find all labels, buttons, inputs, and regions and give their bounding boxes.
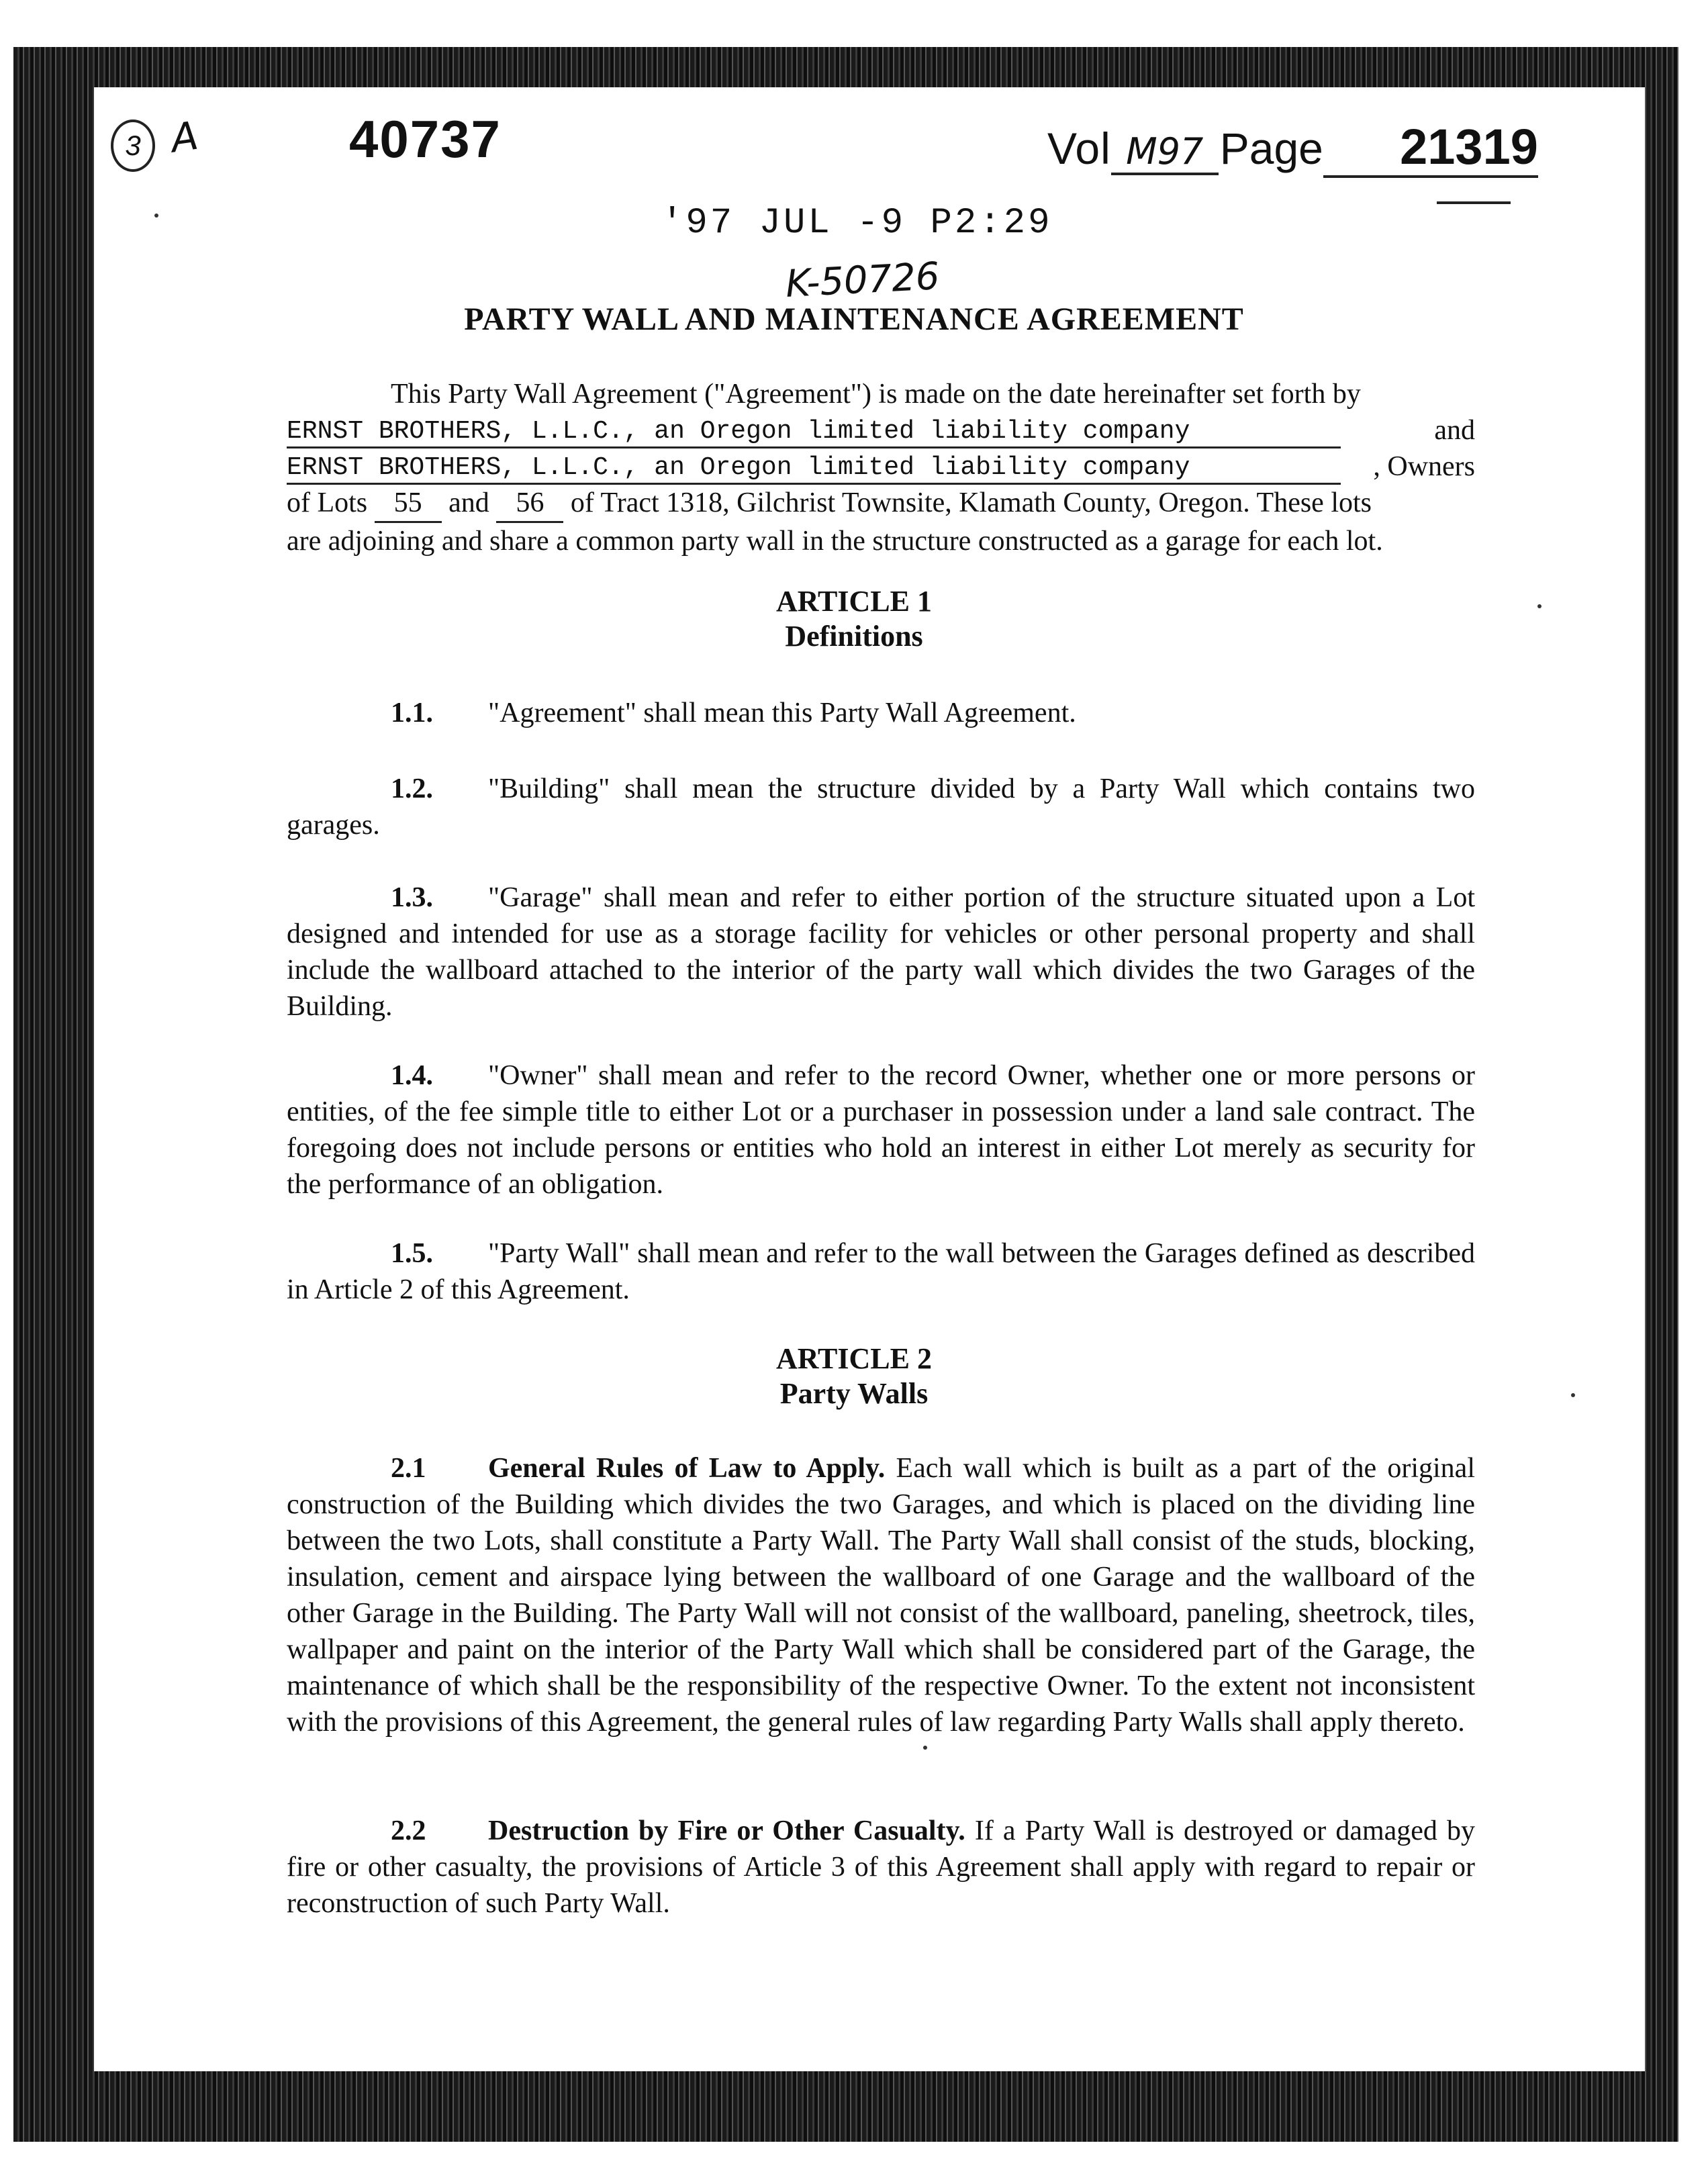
section-number: 2.1 <box>391 1453 426 1484</box>
intro-line-1 <box>287 376 1475 412</box>
definition-1-1 <box>287 695 1475 731</box>
section-2-1 <box>287 1450 1475 1740</box>
article-1-subheading: Definitions <box>785 620 923 653</box>
article-2-subheading: Party Walls <box>779 1377 929 1410</box>
definition-text: "Party Wall" shall mean and refer to the wall between the Garages defined as described in Article 2 of this Agreement. <box>287 1238 1475 1305</box>
scan-speck <box>923 1746 927 1750</box>
page-value: 21319 <box>1323 118 1538 178</box>
definition-1-3 <box>287 880 1475 1025</box>
definition-number: 1.5. <box>391 1238 433 1269</box>
section-2-2 <box>287 1813 1475 1922</box>
definition-number: 1.3. <box>391 882 433 913</box>
vol-label: Vol <box>1047 124 1111 173</box>
scan-speck <box>154 214 158 218</box>
recording-stamp: '97 JUL -9 P2:29 <box>661 203 1053 244</box>
lots-prefix: of Lots <box>287 487 368 518</box>
party-2-field: ERNST BROTHERS, L.L.C., an Oregon limited liability company <box>287 453 1341 485</box>
definition-text: "Agreement" shall mean this Party Wall Agreement. <box>488 698 1076 728</box>
section-number: 2.2 <box>391 1815 426 1846</box>
section-title: General Rules of Law to Apply. <box>488 1453 886 1484</box>
definition-number: 1.1. <box>391 698 433 728</box>
owners-word: , Owners <box>1373 451 1475 482</box>
intro-lots-row <box>287 485 1475 523</box>
definition-number: 1.2. <box>391 773 433 804</box>
page-label: Page <box>1219 124 1323 173</box>
intro-party-1-row <box>287 412 1475 448</box>
scan-speck <box>1571 1393 1575 1397</box>
party-1-field: ERNST BROTHERS, L.L.C., an Oregon limited liability company <box>287 417 1341 448</box>
intro-party-2-row <box>287 448 1475 485</box>
handwritten-mark: A <box>168 112 201 162</box>
document-title: PARTY WALL AND MAINTENANCE AGREEMENT <box>464 301 1244 337</box>
definition-text: "Owner" shall mean and refer to the record Owner, whether one or more persons or entities, of the fee simple title to either Lot or a purchaser in possession under a land sale contract. The foregoing does not include persons or entities who hold an interest in either Lot merely as security for the performance of an obligation. <box>287 1060 1475 1200</box>
scan-speck <box>1537 604 1541 608</box>
document-number: 40737 <box>349 109 502 169</box>
lots-suffix: of Tract 1318, Gilchrist Townsite, Klamath County, Oregon. These lots <box>570 487 1372 518</box>
handwritten-reference: K-50726 <box>784 254 941 306</box>
article-2-heading: ARTICLE 2 <box>776 1342 932 1375</box>
header-rule <box>1437 201 1511 204</box>
volume-page-line <box>1047 118 1538 178</box>
definition-1-2 <box>287 771 1475 843</box>
lots-and: and <box>448 487 489 518</box>
intro-line-1-text: This Party Wall Agreement ("Agreement") is made on the date hereinafter set forth by <box>391 379 1361 410</box>
definition-text: "Garage" shall mean and refer to either portion of the structure situated upon a Lot designed and intended for use as a storage facility for vehicles or other personal property and shall include the wallboard attached to the interior of the party wall which divides the two Garages of the Building. <box>287 882 1475 1022</box>
lot-2-field: 56 <box>496 485 563 523</box>
section-title: Destruction by Fire or Other Casualty. <box>488 1815 965 1846</box>
intro-last-line: are adjoining and share a common party wall in the structure constructed as a garage for each lot. <box>287 526 1383 557</box>
circled-mark: 3 <box>111 120 155 172</box>
definition-text: "Building" shall mean the structure divided by a Party Wall which contains two garages. <box>287 773 1475 841</box>
definition-number: 1.4. <box>391 1060 433 1091</box>
intro-paragraph <box>287 376 1475 559</box>
definition-1-4 <box>287 1057 1475 1202</box>
section-text: Each wall which is built as a part of the original construction of the Building which divides the two Garages, and which is placed on the dividing line between the two Lots, shall constitute a Party Wall. The Party Wall shall consist of the studs, blocking, insulation, cement and airspace lying between the wallboard of one Garage and the wallboard of the other Garage in the Building. The Party Wall will not consist of the wallboard, paneling, sheetrock, tiles, wallpaper and paint on the interior of the Party Wall which shall be considered part of the Garage, the maintenance of which shall be the responsibility of the respective Owner. To the extent not inconsistent with the provisions of this Agreement, the general rules of law regarding Party Walls shall apply thereto. <box>287 1453 1475 1738</box>
definition-1-5 <box>287 1235 1475 1308</box>
article-1-heading: ARTICLE 1 <box>776 585 932 618</box>
vol-value: M97 <box>1111 130 1219 175</box>
lot-1-field: 55 <box>375 485 442 523</box>
section-text: If a Party Wall is destroyed or damaged by fire or other casualty, the provisions of Article 3 of this Agreement shall apply with regard to repair or reconstruction of such Party Wall. <box>287 1815 1475 1919</box>
and-word: and <box>1434 415 1475 446</box>
